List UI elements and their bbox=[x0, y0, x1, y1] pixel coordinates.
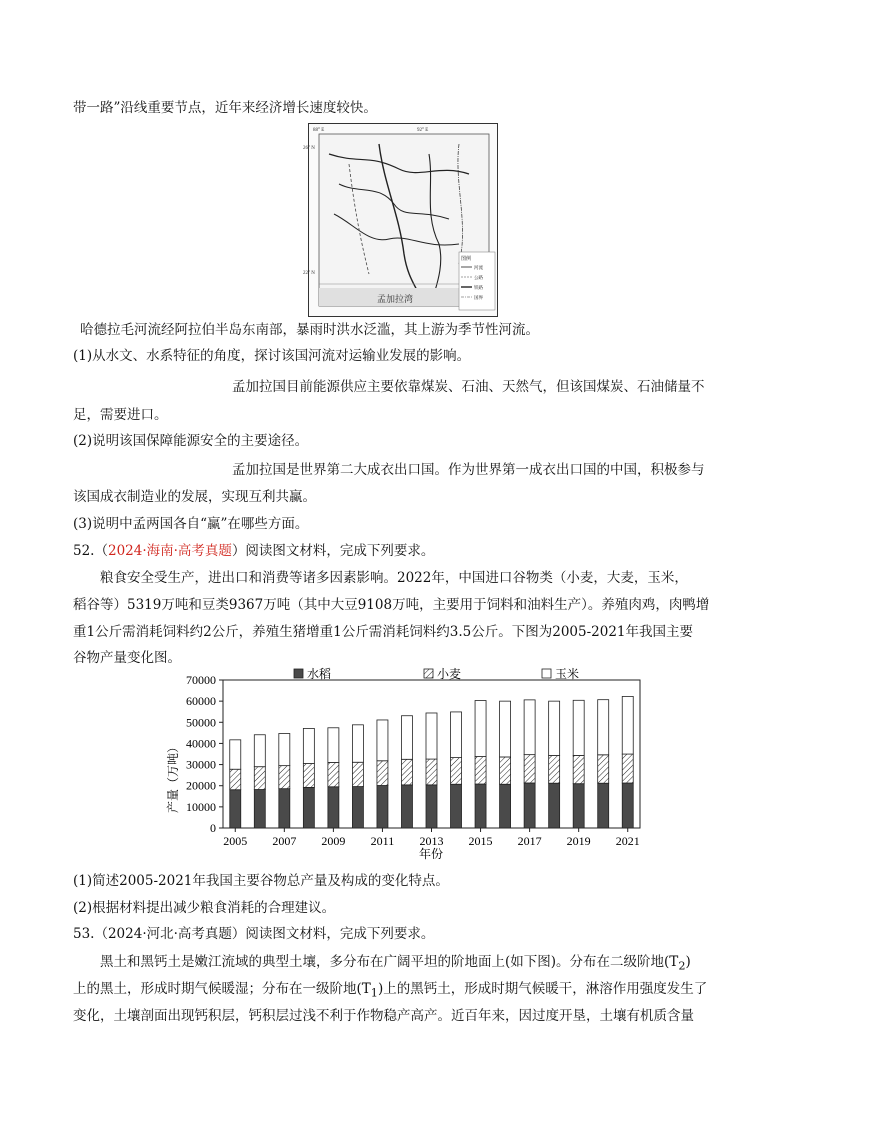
bar-hatch-2018 bbox=[549, 755, 560, 783]
bar-white-2007 bbox=[279, 733, 290, 765]
question-1: (1)从水文、水系特征的角度，探讨该国河流对运输业发展的影响。 bbox=[73, 348, 471, 364]
subscript-t1: 1 bbox=[370, 986, 378, 1000]
y-tick-label: 70000 bbox=[186, 673, 216, 687]
x-tick-label: 2007 bbox=[272, 834, 297, 848]
bar-hatch-2014 bbox=[451, 758, 462, 785]
chart-y-axis-label: 产量（万吨） bbox=[166, 740, 180, 814]
bar-hatch-2013 bbox=[426, 759, 437, 785]
bar-white-2008 bbox=[303, 728, 314, 763]
bar-white-2014 bbox=[451, 712, 462, 758]
x-tick-label: 2013 bbox=[419, 834, 444, 848]
bar-white-2021 bbox=[622, 696, 633, 754]
bar-hatch-2015 bbox=[475, 757, 486, 784]
bar-white-2019 bbox=[573, 700, 584, 755]
bar-white-2020 bbox=[598, 700, 609, 755]
map-lon-right: 92° E bbox=[417, 128, 429, 133]
map-lat-top: 26° N bbox=[303, 146, 315, 151]
paragraph-garment-a: 孟加拉国是世界第二大成衣出口国。作为世界第一成衣出口国的中国，积极参与 bbox=[232, 462, 705, 478]
paragraph-energy-b: 足，需要进口。 bbox=[73, 407, 168, 423]
subscript-t2: 2 bbox=[678, 959, 686, 973]
map-legend-item-border: 国界 bbox=[474, 295, 483, 300]
bar-hatch-2021 bbox=[622, 754, 633, 783]
line-2: 哈德拉毛河流经阿拉伯半岛东南部，暴雨时洪水泛滥，其上游为季节性河流。 bbox=[80, 322, 539, 338]
bar-solid-2008 bbox=[303, 787, 314, 828]
map-legend-item-river: 河流 bbox=[474, 265, 483, 270]
bar-white-2013 bbox=[426, 713, 437, 759]
legend-swatch-solid bbox=[294, 669, 303, 678]
x-tick-label: 2011 bbox=[370, 834, 395, 848]
bar-solid-2006 bbox=[254, 790, 265, 828]
bar-solid-2020 bbox=[598, 783, 609, 828]
bar-solid-2007 bbox=[279, 789, 290, 828]
bar-solid-2009 bbox=[328, 787, 339, 828]
bar-solid-2013 bbox=[426, 785, 437, 828]
bar-white-2017 bbox=[524, 700, 535, 755]
legend-swatch-white bbox=[542, 669, 551, 678]
legend-label: 玉米 bbox=[555, 667, 580, 681]
x-tick-label: 2005 bbox=[223, 834, 248, 848]
legend-swatch-hatch bbox=[424, 669, 433, 678]
x-tick-label: 2019 bbox=[566, 834, 591, 848]
bar-solid-2016 bbox=[500, 784, 511, 828]
question-5: (2)根据材料提出减少粮食消耗的合理建议。 bbox=[73, 900, 336, 916]
map-sea-label: 孟加拉湾 bbox=[377, 294, 414, 304]
bar-hatch-2012 bbox=[401, 759, 412, 785]
bar-white-2010 bbox=[352, 725, 363, 762]
x-tick-label: 2021 bbox=[615, 834, 640, 848]
bar-white-2005 bbox=[230, 740, 241, 769]
paragraph-soil-c: 变化，土壤剖面出现钙积层，钙积层过浅不利于作物稳产高产。近百年来，因过度开垦，土壤有机质含量 bbox=[73, 1008, 694, 1024]
y-tick-label: 0 bbox=[210, 821, 216, 835]
question-52-source: 2024·海南·高考真题 bbox=[107, 543, 232, 559]
y-tick-label: 40000 bbox=[186, 736, 216, 751]
bar-hatch-2009 bbox=[328, 762, 339, 786]
grain-production-chart bbox=[160, 667, 660, 862]
question-4: (1)简述2005-2021年我国主要谷物总产量及构成的变化特点。 bbox=[73, 873, 449, 889]
bar-solid-2017 bbox=[524, 783, 535, 828]
question-52-number: 52.（ bbox=[73, 543, 108, 559]
bar-solid-2019 bbox=[573, 784, 584, 828]
bar-solid-2010 bbox=[352, 787, 363, 828]
question-53-header: 53.（2024·河北·高考真题）阅读图文材料，完成下列要求。 bbox=[73, 926, 435, 942]
bar-hatch-2006 bbox=[254, 767, 265, 790]
paragraph-soil-b-end: )上的黑钙土，形成时期气候暖干，淋溶作用强度发生了 bbox=[377, 981, 708, 997]
paragraph-grain-b: 稻谷等）5319万吨和豆类9367万吨（其中大豆9108万吨，主要用于饲料和油料生产）。养殖肉鸡，肉鸭增 bbox=[73, 597, 710, 613]
map-legend-item-rail: 铁路 bbox=[474, 285, 483, 290]
map-legend-title: 图例 bbox=[461, 257, 472, 262]
legend-label: 小麦 bbox=[437, 667, 462, 681]
paragraph-garment-b: 该国成衣制造业的发展，实现互利共赢。 bbox=[73, 489, 316, 505]
bar-white-2018 bbox=[549, 701, 560, 755]
question-3: (3)说明中孟两国各自“赢”在哪些方面。 bbox=[73, 516, 309, 532]
paragraph-grain-c: 重1公斤需消耗饲料约2公斤，养殖生猪增重1公斤需消耗饲料约3.5公斤。下图为2005-2021年我国主要 bbox=[73, 624, 694, 640]
bar-white-2016 bbox=[500, 701, 511, 757]
bar-hatch-2008 bbox=[303, 764, 314, 788]
legend-label: 水稻 bbox=[307, 667, 332, 681]
line-1: 带一路”沿线重要节点，近年来经济增长速度较快。 bbox=[73, 100, 377, 116]
bar-solid-2012 bbox=[401, 785, 412, 828]
map-lon-left: 88° E bbox=[313, 128, 325, 133]
x-tick-label: 2017 bbox=[517, 834, 542, 848]
question-52-instruction: ）阅读图文材料，完成下列要求。 bbox=[231, 543, 435, 559]
bar-hatch-2011 bbox=[377, 761, 388, 786]
x-tick-label: 2015 bbox=[468, 834, 493, 848]
y-tick-label: 20000 bbox=[186, 778, 216, 793]
question-2: (2)说明该国保障能源安全的主要途径。 bbox=[73, 433, 309, 449]
bar-hatch-2019 bbox=[573, 755, 584, 783]
y-tick-label: 10000 bbox=[186, 799, 216, 814]
bar-white-2006 bbox=[254, 735, 265, 767]
y-tick-label: 60000 bbox=[186, 694, 216, 709]
chart-x-axis-label: 年份 bbox=[418, 847, 444, 861]
bar-solid-2015 bbox=[475, 784, 486, 828]
bar-hatch-2007 bbox=[279, 766, 290, 789]
bar-solid-2021 bbox=[622, 783, 633, 828]
y-tick-label: 50000 bbox=[186, 715, 216, 730]
paragraph-soil-b-text: 上的黑土，形成时期气候暖湿；分布在一级阶地(T bbox=[73, 981, 371, 997]
bar-white-2012 bbox=[401, 716, 412, 760]
y-tick-label: 30000 bbox=[186, 757, 216, 772]
bar-solid-2011 bbox=[377, 786, 388, 828]
bar-hatch-2016 bbox=[500, 757, 511, 784]
bar-solid-2018 bbox=[549, 783, 560, 828]
bar-hatch-2010 bbox=[352, 762, 363, 786]
bar-white-2009 bbox=[328, 728, 339, 763]
paragraph-energy-a: 孟加拉国目前能源供应主要依靠煤炭、石油、天然气，但该国煤炭、石油储量不 bbox=[232, 379, 705, 395]
question-52-header bbox=[73, 541, 733, 561]
paragraph-soil-b bbox=[73, 979, 733, 1004]
bar-white-2011 bbox=[377, 720, 388, 761]
bar-hatch-2017 bbox=[524, 755, 535, 783]
paragraph-soil-a-end: ) bbox=[685, 954, 691, 970]
bar-white-2015 bbox=[475, 701, 486, 757]
bar-hatch-2005 bbox=[230, 769, 241, 790]
map-lat-bottom: 22° N bbox=[303, 271, 315, 276]
bar-solid-2005 bbox=[230, 790, 241, 828]
paragraph-soil-a-text: 黑土和黑钙土是嫩江流域的典型土壤，多分布在广阔平坦的阶地面上(如下图)。分布在二级阶地(T bbox=[100, 954, 679, 970]
map-legend-item-road: 公路 bbox=[474, 275, 483, 280]
bangladesh-map bbox=[303, 123, 498, 317]
x-tick-label: 2009 bbox=[321, 834, 346, 848]
bar-solid-2014 bbox=[451, 784, 462, 828]
paragraph-soil-a bbox=[100, 952, 760, 977]
paragraph-grain-d: 谷物产量变化图。 bbox=[73, 650, 181, 666]
paragraph-grain-a: 粮食安全受生产，进出口和消费等诸多因素影响。2022年，中国进口谷物类（小麦，大麦，玉米， bbox=[100, 570, 688, 586]
bar-hatch-2020 bbox=[598, 755, 609, 783]
